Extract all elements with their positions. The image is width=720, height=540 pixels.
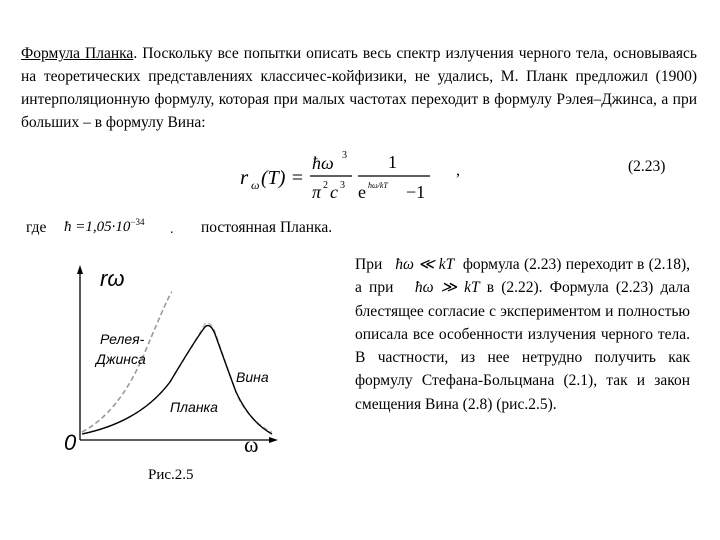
- formula-lhs-sub: ω: [251, 178, 260, 192]
- where-word: где: [26, 219, 47, 236]
- formula-denominator-exp2: 3: [340, 180, 345, 191]
- where-dot: .: [170, 222, 174, 237]
- formula-lhs-arg: (T) =: [261, 167, 304, 189]
- formula-denominator-pi: π: [312, 182, 322, 202]
- fraction2-den-exp: ħω/kT: [368, 181, 388, 190]
- figure-caption: Рис.2.5: [148, 467, 194, 483]
- fraction2-den-tail: −1: [406, 182, 426, 202]
- formula-lhs: r: [240, 165, 249, 189]
- limits-text-2: формула (2.23) переходит в (2.18), а при: [355, 256, 691, 297]
- equation-number: (2.23): [628, 158, 666, 175]
- condition-low-frequency: ħω ≪ kT: [395, 256, 455, 273]
- formula-denominator-exp1: 2: [323, 180, 328, 191]
- label-rayleigh-1: Релея-: [100, 331, 145, 347]
- label-wien: Вина: [236, 369, 269, 385]
- limits-paragraph: [355, 253, 690, 416]
- limits-text-3: в (2.22). Формула (2.23) дала блестящее согласие с экспериментом и полностью описала все особенности излучения черного тела. В частности, из нее нетрудно получить как формулу Стефана-Больцмана (2.1), так и закон смещения Вина (2.8) (рис.2.5).: [355, 279, 690, 413]
- planck-constant-text: ħ =1,05·10: [64, 219, 131, 235]
- term-planck-formula: Формула Планка: [21, 45, 134, 62]
- planck-constant-label: постоянная Планка.: [201, 219, 333, 236]
- limits-text-1: При: [355, 256, 383, 273]
- condition-high-frequency: ħω ≫ kT: [414, 279, 480, 297]
- intro-paragraph: [21, 42, 697, 134]
- planck-constant-exp: −34: [130, 217, 145, 227]
- x-axis-arrow: [269, 437, 278, 443]
- formula-numerator-exp: 3: [342, 150, 347, 161]
- y-axis-label: rω: [100, 266, 125, 291]
- formula-numerator: ħω: [312, 153, 334, 173]
- origin-label: 0: [64, 430, 77, 455]
- planck-formula: [238, 148, 438, 208]
- formula-comma: ,: [456, 162, 460, 179]
- x-axis-label: ω: [244, 432, 259, 457]
- formula-denominator-c: c: [330, 182, 338, 202]
- radiation-spectrum-chart: [60, 262, 290, 462]
- planck-constant-value: [64, 217, 144, 236]
- label-rayleigh-2: Джинса: [96, 351, 146, 367]
- intro-text: . Поскольку все попытки описать весь спектр излучения черного тела, основываясь на теоретических представлениях классичес-койфизики, не удались, М. Планк предложил (1900) интерполяционную формулу, которая при малых частотах переходит в формулу Рэлея–Джинса, а при больших – в формулу Вина:: [21, 45, 697, 131]
- y-axis-arrow: [77, 265, 83, 274]
- label-planck: Планка: [170, 399, 218, 415]
- fraction2-den-base: e: [358, 182, 366, 202]
- fraction2-numerator: 1: [388, 152, 397, 172]
